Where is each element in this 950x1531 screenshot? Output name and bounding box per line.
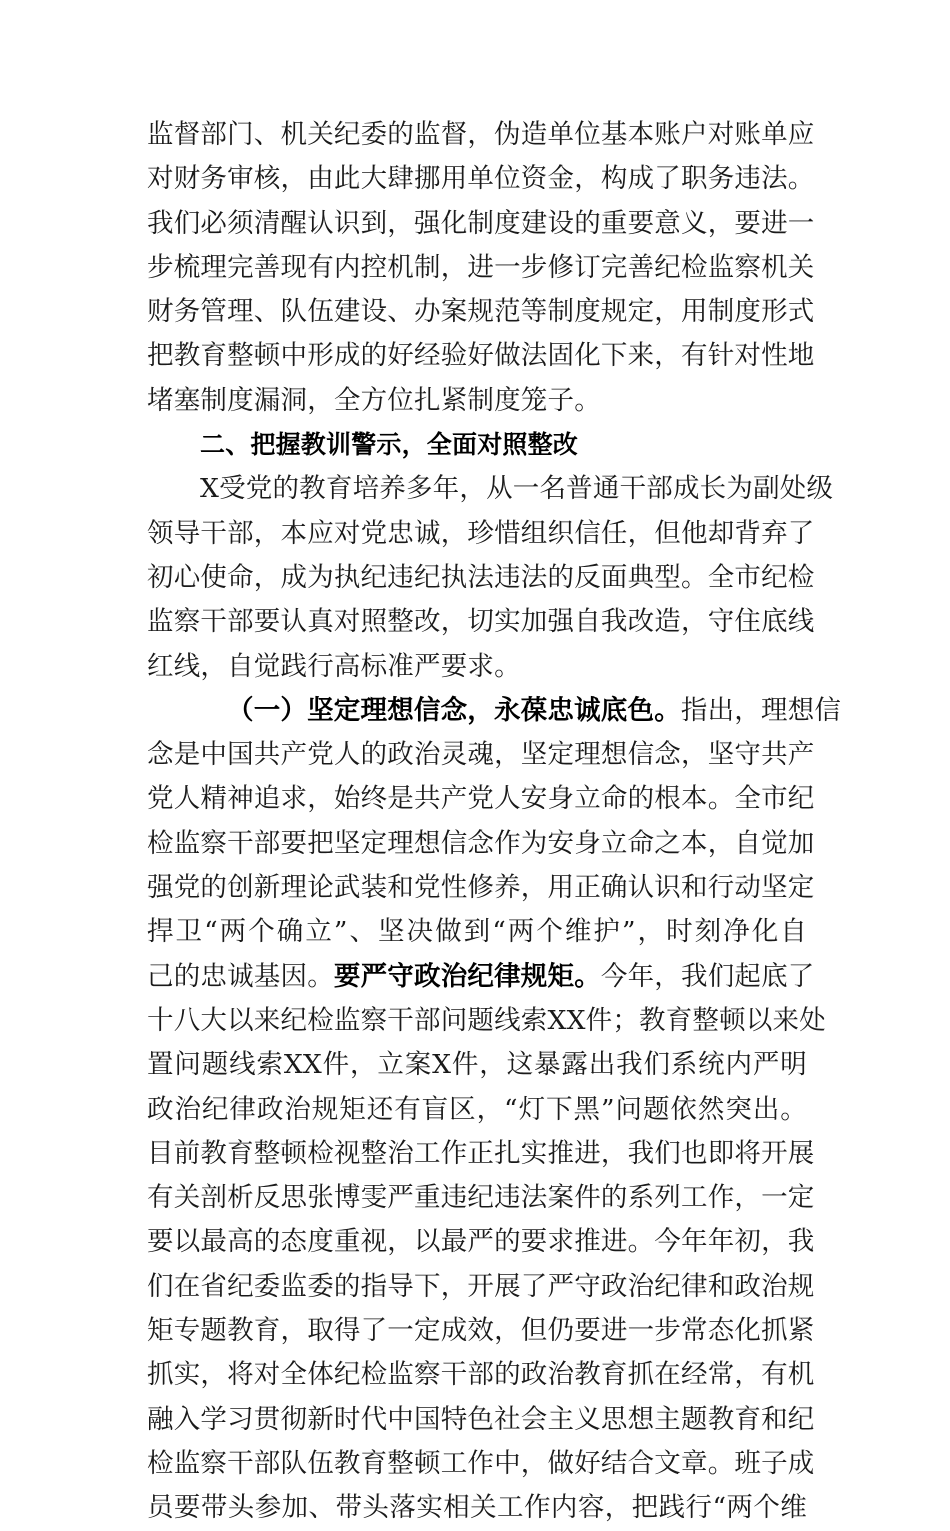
subsection-heading: （一）坚定理想信念，永葆忠诚底色。	[227, 694, 681, 726]
text-line: 融入学习贯彻新时代中国特色社会主义思想主题教育和纪	[147, 1403, 815, 1435]
text-line: 抓实，将对全体纪检监察干部的政治教育抓在经常，有机	[147, 1359, 815, 1391]
text-line: 捍卫“两个确立”、坚决做到“两个维护”，时刻净化自	[147, 916, 807, 948]
text-line: 检监察干部队伍教育整顿工作中，做好结合文章。班子成	[147, 1447, 815, 1479]
text-line: 红线，自觉践行高标准严要求。	[147, 650, 521, 682]
text-line: 矩专题教育，取得了一定成效，但仍要进一步常态化抓紧	[147, 1315, 815, 1347]
text-line: 员要带头参加、带头落实相关工作内容，把践行“两个维	[147, 1492, 807, 1524]
body-text	[147, 113, 842, 1531]
text-line: 党人精神追求，始终是共产党人安身立命的根本。全市纪	[147, 783, 815, 815]
text-line: 十八大以来纪检监察干部问题线索XX件；教育整顿以来处	[147, 1004, 826, 1036]
text-line: 检监察干部要把坚定理想信念作为安身立命之本，自觉加	[147, 827, 815, 859]
text-run: 己的忠诚基因。	[147, 960, 334, 992]
text-line: 监察干部要认真对照整改，切实加强自我改造，守住底线	[147, 606, 815, 638]
text-line: 强党的创新理论武装和党性修养，用正确认识和行动坚定	[147, 872, 815, 904]
emphasis-run: 要严守政治纪律规矩。	[333, 960, 601, 992]
text-line: 领导干部，本应对党忠诚，珍惜组织信任，但他却背弃了	[147, 517, 815, 549]
subsection-line	[147, 689, 842, 733]
text-line: 置问题线索XX件，立案X件，这暴露出我们系统内严明	[147, 1049, 807, 1081]
text-line: 把教育整顿中形成的好经验好做法固化下来，有针对性地	[147, 340, 815, 372]
text-run: 指出，理想信	[680, 694, 842, 726]
text-line: 步梳理完善现有内控机制，进一步修订完善纪检监察机关	[147, 251, 815, 283]
text-line: 政治纪律政治规矩还有盲区，“灯下黑”问题依然突出。	[147, 1093, 807, 1125]
text-line: 有关剖析反思张博雯严重违纪违法案件的系列工作，一定	[147, 1182, 815, 1214]
mixed-line	[147, 955, 815, 999]
text-line: 堵塞制度漏洞，全方位扎紧制度笼子。	[147, 384, 601, 416]
text-line: 目前教育整顿检视整治工作正扎实推进，我们也即将开展	[147, 1137, 815, 1169]
text-run: 今年，我们起底了	[600, 960, 815, 992]
text-line: 们在省纪委监委的指导下，开展了严守政治纪律和政治规	[147, 1270, 815, 1302]
text-line: 对财务审核，由此大肆挪用单位资金，构成了职务违法。	[147, 163, 815, 195]
text-line: 财务管理、队伍建设、办案规范等制度规定，用制度形式	[147, 296, 815, 328]
section-heading: 二、把握教训警示，全面对照整改	[200, 430, 579, 460]
text-line: 要以最高的态度重视，以最严的要求推进。今年年初，我	[147, 1226, 815, 1258]
text-line: 初心使命，成为执纪违纪执法违法的反面典型。全市纪检	[147, 561, 815, 593]
text-line: 我们必须清醒认识到，强化制度建设的重要意义，要进一	[147, 207, 815, 239]
text-line: X受党的教育培养多年，从一名普通干部成长为副处级	[200, 473, 834, 505]
text-line: 监督部门、机关纪委的监督，伪造单位基本账户对账单应	[147, 119, 815, 150]
text-line: 念是中国共产党人的政治灵魂，坚定理想信念，坚守共产	[147, 739, 815, 771]
